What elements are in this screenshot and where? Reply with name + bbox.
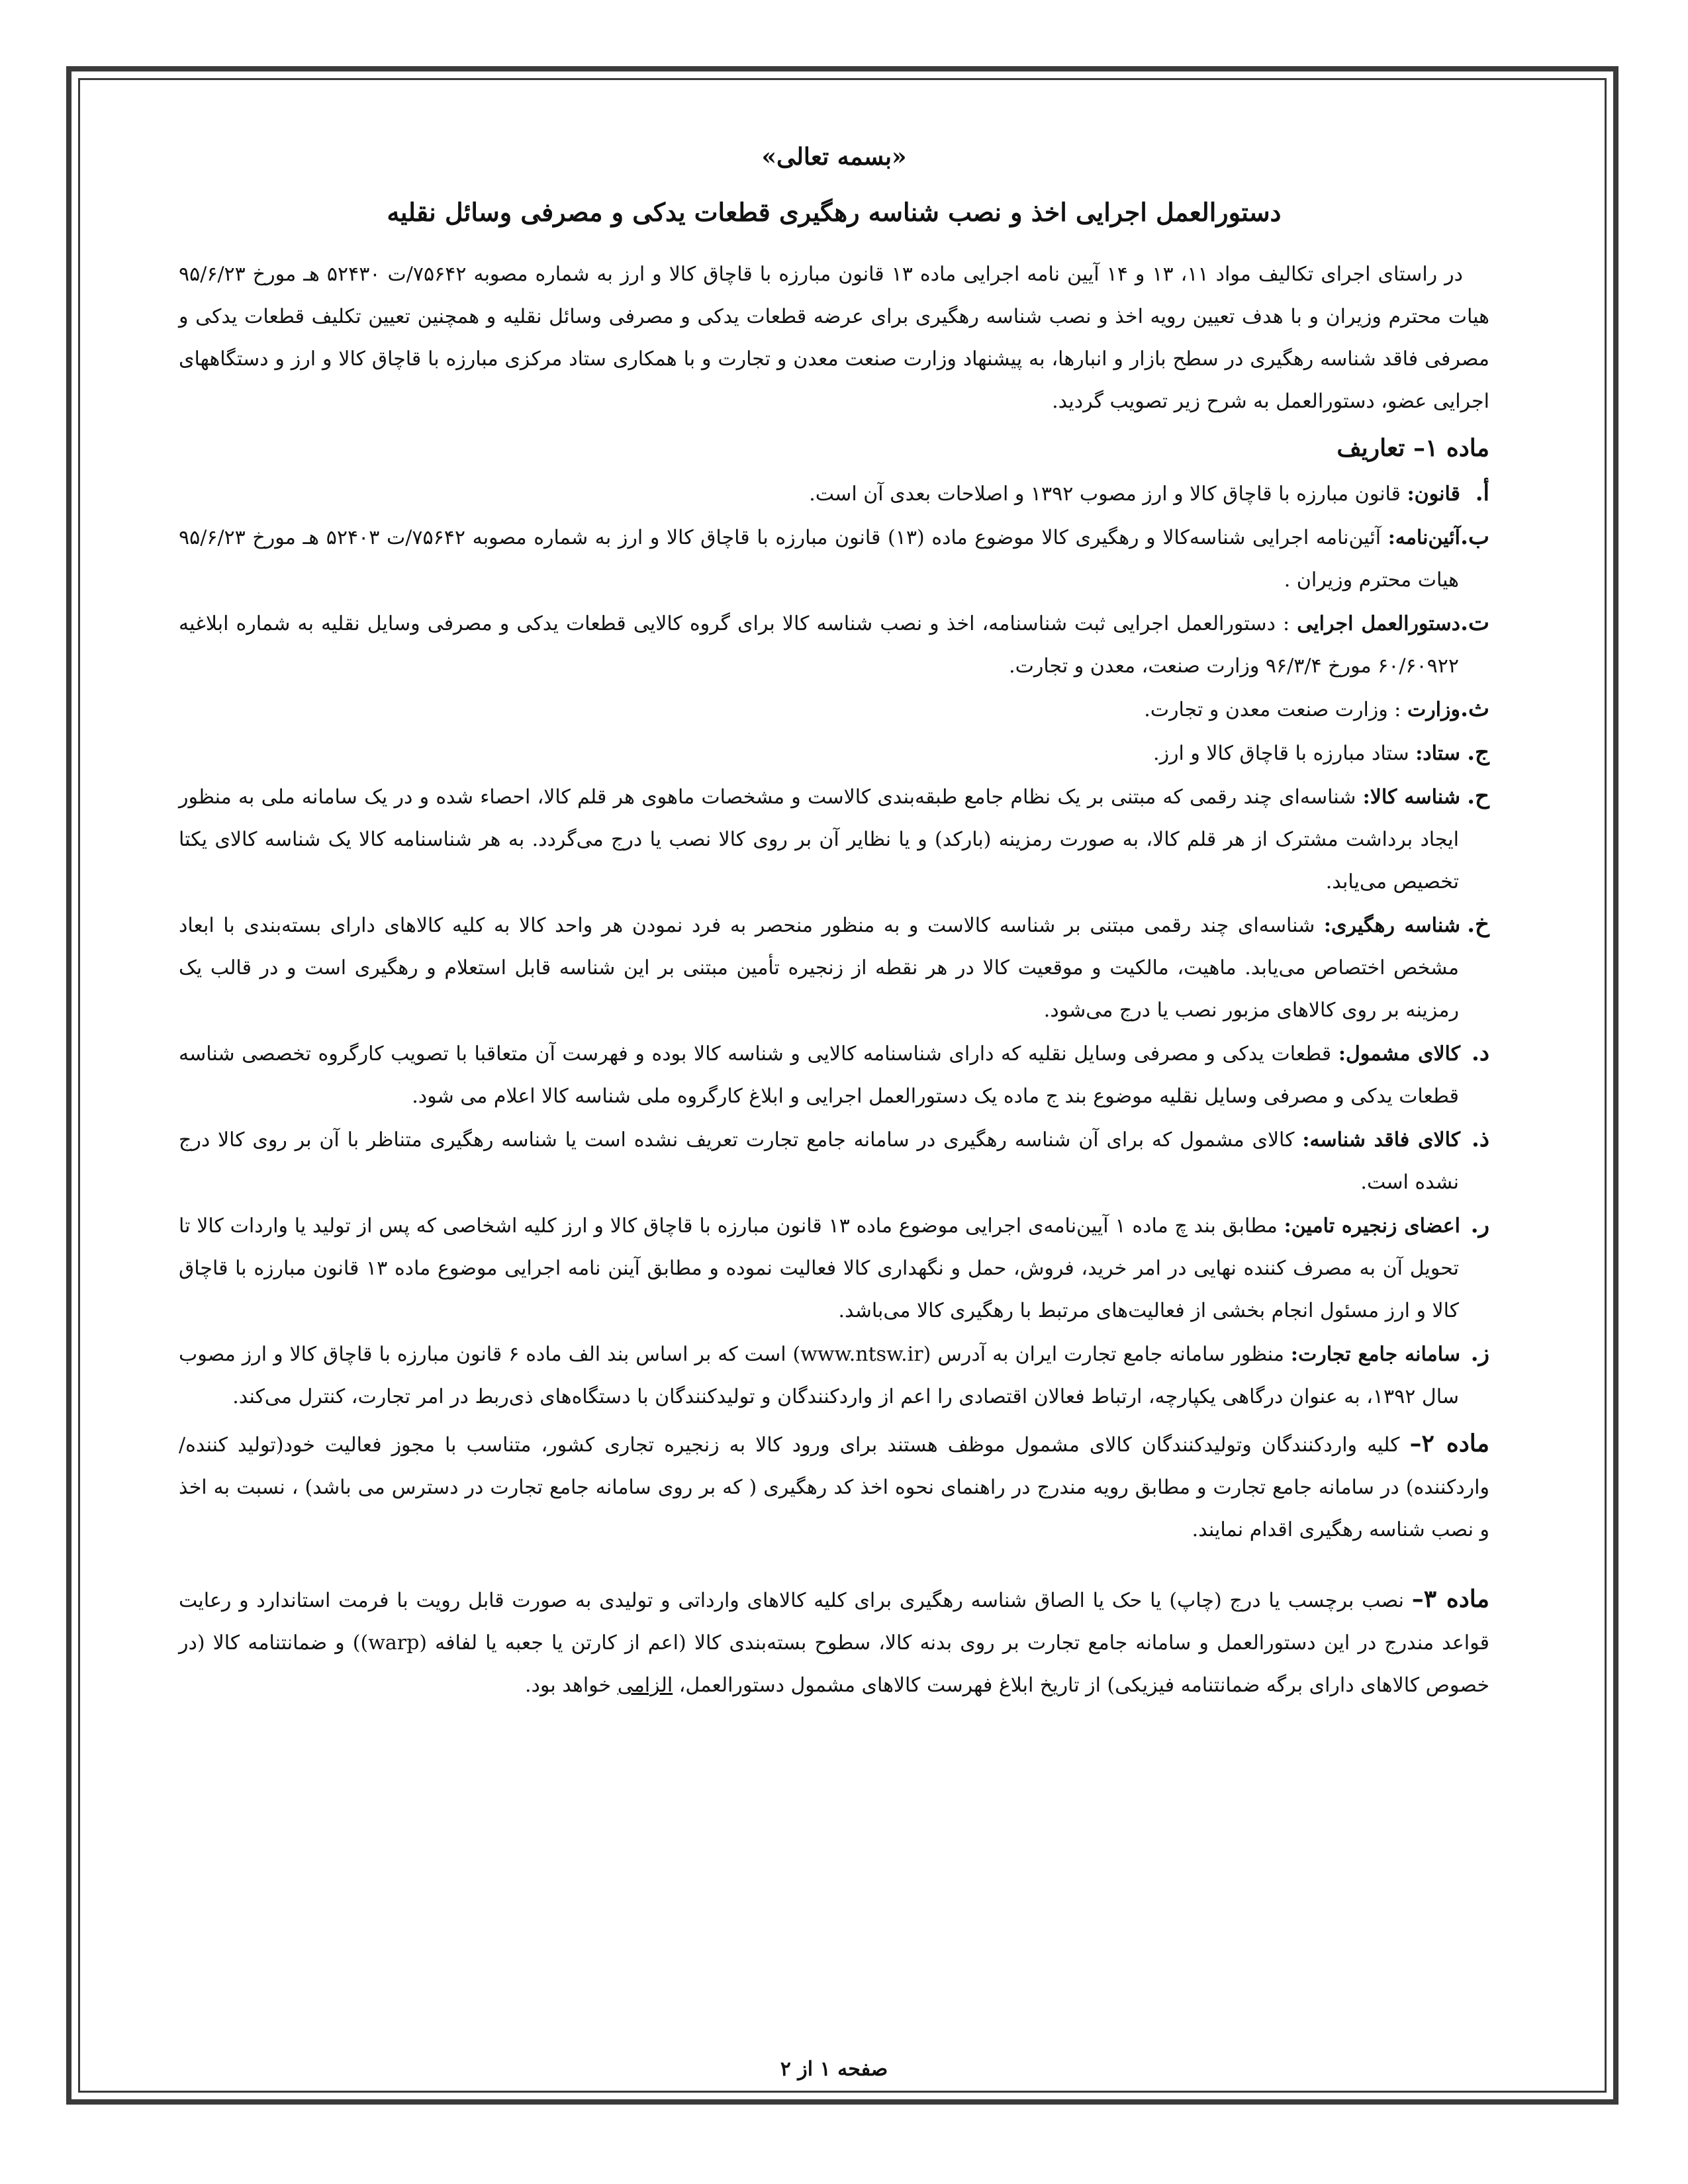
definition-letter: ز. xyxy=(1470,1340,1489,1367)
definition-letter: ح. xyxy=(1467,783,1489,809)
definition-text: : وزارت صنعت معدن و تجارت. xyxy=(1144,698,1407,721)
definition-item xyxy=(179,1032,1489,1118)
article-3-mandatory-word: الزامی xyxy=(617,1674,673,1697)
definition-letter: خ. xyxy=(1467,911,1490,938)
definition-text: آئین‌نامه اجرایی شناسه‌کالا و رهگیری کالا موضوع ماده (۱۳) قانون مبارزه با قاچاق کالا و ارز به شماره مصوبه ۷۵۶۴۲/ت ۵۲۴۰۳ هـ مورخ ۹۵/۶/۲۳ هیات محترم وزیران . xyxy=(179,526,1459,592)
definition-item xyxy=(179,1332,1489,1418)
definition-item xyxy=(179,775,1489,903)
definitions-list xyxy=(179,472,1489,1418)
definition-text: قانون مبارزه با قاچاق کالا و ارز مصوب ۱۳۹۲ و اصلاحات بعدی آن است. xyxy=(809,482,1407,506)
definition-text: : دستورالعمل اجرایی ثبت شناسنامه، اخذ و نصب شناسه کالا برای گروه کالایی قطعات یدکی و مصرفی وسایل نقلیه به شماره ابلاغیه ۶۰/۶۰۹۲۲ مورخ ۹۶/۳/۴ وزارت صنعت، معدن و تجارت. xyxy=(179,612,1459,678)
definition-term: شناسه رهگیری: xyxy=(1323,914,1461,937)
definition-letter: ج. xyxy=(1467,739,1489,766)
definition-term: وزارت xyxy=(1407,698,1460,721)
definition-letter: ت. xyxy=(1460,610,1489,636)
definition-letter: د. xyxy=(1472,1040,1489,1066)
definition-item xyxy=(179,602,1489,688)
definition-term: آئین‌نامه: xyxy=(1387,526,1460,549)
article-1-heading: ماده ۱– تعاریف xyxy=(1336,434,1489,462)
definition-term: سامانه جامع تجارت: xyxy=(1290,1343,1460,1366)
definition-term: قانون: xyxy=(1407,482,1460,506)
definition-term: شناسه کالا: xyxy=(1362,786,1460,809)
definition-text: قطعات یدکی و مصرفی وسایل نقلیه که دارای شناسنامه کالایی و شناسه کالا بوده و فهرست آن متعاقبا با تصویب کارگروه تخصصی شناسه قطعات یدکی و مصرفی وسایل نقلیه موضوع بند ج ماده یک دستورالعمل اجرایی و ابلاغ کارگروه ملی شناسه کالا اعلام می شود. xyxy=(179,1042,1459,1108)
definition-term: کالای مشمول: xyxy=(1338,1042,1460,1066)
definition-item xyxy=(179,472,1489,516)
page-number: صفحه ۱ از ۲ xyxy=(780,2058,888,2081)
definition-term: دستورالعمل اجرایی xyxy=(1297,612,1460,635)
definition-term: اعضای زنجیره تامین: xyxy=(1284,1214,1461,1238)
definition-text: ستاد مبارزه با قاچاق کالا و ارز. xyxy=(1153,742,1416,765)
definition-item xyxy=(179,731,1489,775)
definition-term: ستاد: xyxy=(1415,742,1460,765)
basmala: «بسمه تعالی» xyxy=(761,143,907,171)
definition-term: کالای فاقد شناسه: xyxy=(1302,1128,1460,1152)
article-3-text: نصب برچسب یا درج (چاپ) یا حک یا الصاق شناسه رهگیری برای کلیه کالاهای وارداتی و تولیدی به صورت قابل رویت با فرمت استاندارد و رعایت قواعد مندرج در این دستورالعمل و سامانه جامع تجارت بر روی بدنه کالا، سطوح بسته‌بندی کالا (اعم از کارتن یا جعبه یا لفافه (warp)) و ضمانتنامه کالا (در خصوص کالاهای دارای برگه ضمانتنامه فیزیکی) از تاریخ ابلاغ فهرست کالاهای مشمول دستورالعمل، xyxy=(179,1589,1489,1697)
definition-item xyxy=(179,1118,1489,1204)
definition-text: کالای مشمول که برای آن شناسه رهگیری در سامانه جامع تجارت تعریف نشده است یا شناسه رهگیری متناظر با آن بر روی کالا درج نشده است. xyxy=(179,1128,1459,1194)
definition-text: شناسه‌ای چند رقمی که مبتنی بر یک نظام جامع طبقه‌بندی کالاست و مشخصات ماهوی هر قلم کالا، احصاء شده و در یک سامانه ملی به منظور ایجاد برداشت مشترک از هر قلم کالا، به صورت رمزینه (بارکد) و یا نظایر آن بر روی کالا نصب یا درج می‌گردد. به هر شناسنامه کالا یک شناسه کالای یکتا تخصیص می‌یابد. xyxy=(179,786,1459,893)
definition-letter: ر. xyxy=(1470,1212,1490,1238)
document-page xyxy=(179,129,1489,2088)
definition-text: مطابق بند چ ماده ۱ آیین‌نامه‌ی اجرایی موضوع ماده ۱۳ قانون مبارزه با قاچاق کالا و ارز کلیه اشخاصی که پس از تولید یا واردات کالا تا تحویل آن به مصرف کننده نهایی در امر خرید، فروش، حمل و نگهداری کالا فعالیت نموده و مطابق آینن نامه اجرایی موضوع ماده ۱۳ قانون مبارزه با قاچاق کالا و ارز مسئول انجام بخشی از فعالیت‌های مرتبط با رهگیری کالا می‌باشد. xyxy=(179,1214,1459,1322)
definition-item xyxy=(179,516,1489,602)
definition-item xyxy=(179,903,1489,1032)
definition-letter: ذ. xyxy=(1472,1126,1489,1152)
article-2 xyxy=(179,1422,1489,1551)
article-3-text-end: خواهد بود. xyxy=(524,1674,618,1697)
definition-text: منظور سامانه جامع تجارت ایران به آدرس (www.ntsw.ir) است که بر اساس بند الف ماده ۶ قانون مبارزه با قاچاق کالا و ارز مصوب سال ۱۳۹۲، به عنوان درگاهی یکپارچه، ارتباط فعالان اقتصادی را اعم از واردکنندگان و تولیدکنندگان با دستگاه‌های ذی‌ربط در امر تجارت، کنترل می‌کند. xyxy=(179,1343,1459,1408)
article-3 xyxy=(179,1578,1489,1707)
article-2-text: کلیه واردکنندگان وتولیدکنندگان کالای مشمول موظف هستند برای ورود کالا به زنجیره تجاری کشور، متناسب با مجوز فعالیت خود(تولید کننده/ واردکننده) در سامانه جامع تجارت و مطابق رویه مندرج در راهنمای نحوه اخذ کد رهگیری ( که بر روی سامانه جامع تجارت در دسترس می باشد) ، نسبت به اخذ و نصب شناسه رهگیری اقدام نمایند. xyxy=(179,1433,1489,1541)
definition-item xyxy=(179,688,1489,731)
definition-item xyxy=(179,1204,1489,1332)
article-3-label: ماده ۳– xyxy=(1411,1585,1489,1613)
definition-letter: ب. xyxy=(1460,523,1489,550)
intro-paragraph: در راستای اجرای تکالیف مواد ۱۱، ۱۳ و ۱۴ آیین نامه اجرایی ماده ۱۳ قانون مبارزه با قاچاق کالا و ارز به شماره مصوبه ۷۵۶۴۲/ت ۵۲۴۳۰ هـ مورخ ۹۵/۶/۲۳ هیات محترم وزیران و با هدف تعیین رویه اخذ و نصب شناسه رهگیری برای عرضه قطعات یدکی و مصرفی وسائل نقلیه و همچنین تعیین تکلیف قطعات یدکی و مصرفی فاقد شناسه رهگیری در سطح بازار و انبارها، به پیشنهاد وزارت صنعت معدن و تجارت و با همکاری ستاد مرکزی مبارزه با قاچاق کالا و ارز و دستگاههای اجرایی عضو، دستورالعمل به شرح زیر تصویب گردید. xyxy=(179,263,1489,413)
document-title: دستورالعمل اجرایی اخذ و نصب شناسه رهگیری قطعات یدکی و مصرفی وسائل نقلیه xyxy=(387,197,1282,227)
definition-letter: ث. xyxy=(1460,696,1489,722)
definition-letter: أ. xyxy=(1475,480,1489,506)
article-2-label: ماده ۲– xyxy=(1409,1430,1489,1457)
definition-text: شناسه‌ای چند رقمی مبتنی بر شناسه کالاست و به منظور منحصر به فرد نمودن هر واحد کالا به کلیه کالاهای دارای بسته‌بندی با ابعاد مشخص اختصاص می‌یابد. ماهیت، مالکیت و موقعیت کالا در هر نقطه از زنجیره تأمین مبتنی بر این شناسه قابل استعلام و رهگیری است و در قالب یک رمزینه بر روی کالاهای مزبور نصب یا درج می‌شود. xyxy=(179,914,1459,1022)
